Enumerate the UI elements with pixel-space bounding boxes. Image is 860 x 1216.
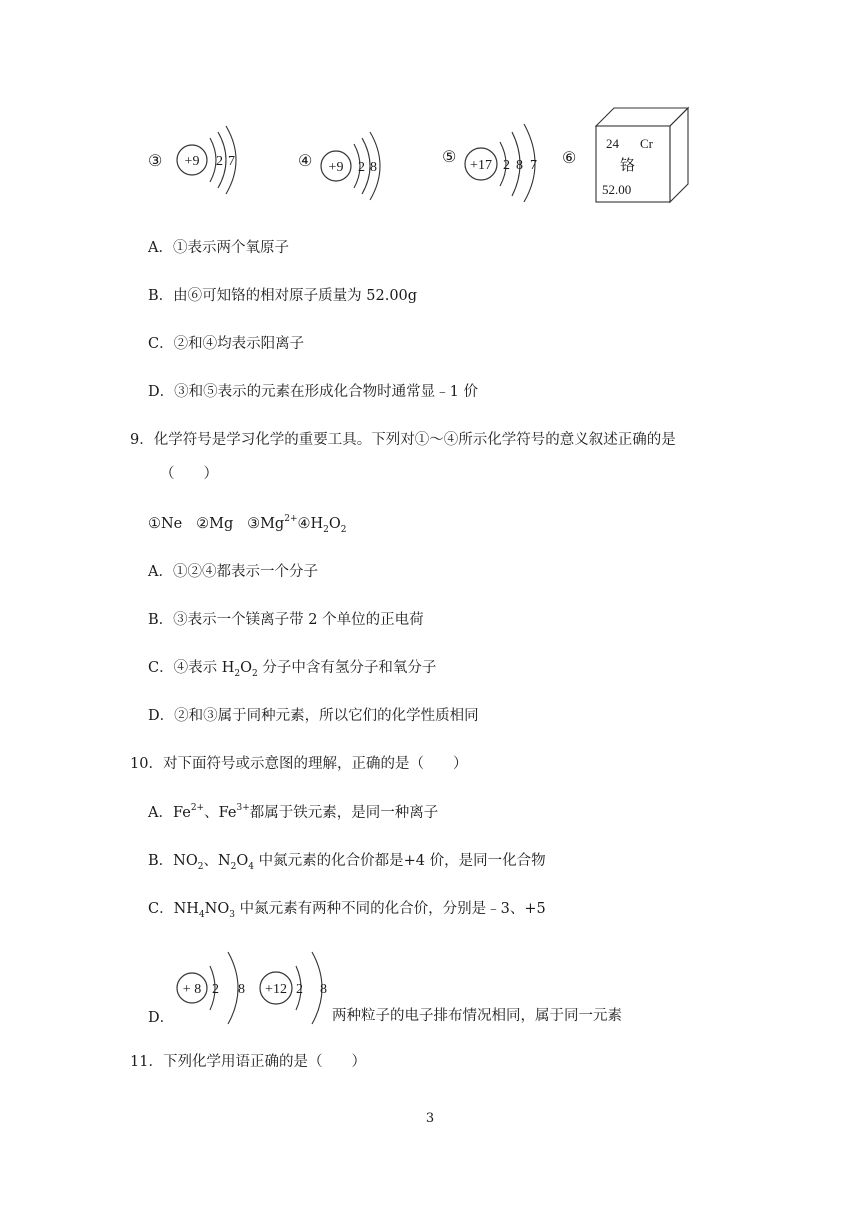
q8-option-c: C．②和④均表示阳离子 (148, 336, 305, 352)
element-cell-6 (556, 104, 696, 206)
atom-5-nucleus: +17 (470, 158, 492, 173)
atom-diagram-3 (140, 118, 250, 198)
atom-4-nucleus: +9 (328, 160, 344, 175)
atom-4-shell-1: 2 (358, 160, 365, 175)
q10-d-atom-1-shell-1: 2 (212, 982, 219, 997)
q11-stem: 11．下列化学用语正确的是（ ） (130, 1054, 366, 1070)
q9-symbol-2: ②Mg (196, 516, 234, 532)
q10-option-b: B．$NO_2$、$N_2O_4$ 中氮元素的化合价都是+4 价，是同一化合物 (148, 853, 546, 872)
q9-option-b: B．③表示一个镁离子带 2 个单位的正电荷 (148, 612, 424, 628)
element-6-label: ⑥ (562, 150, 577, 167)
atom-5-shell-2: 8 (516, 158, 523, 173)
atom-4-shell-2: 8 (370, 160, 377, 175)
q9-symbols (148, 514, 347, 534)
atom-3-label: ③ (148, 153, 163, 170)
q9-symbol-3: $③Mg^{2+}$ (247, 514, 298, 532)
q8-option-a: A．①表示两个氧原子 (148, 240, 289, 256)
q9-stem: 9．化学符号是学习化学的重要工具。下列对①～④所示化学符号的意义叙述正确的是 (130, 432, 676, 448)
element-6-symbol: Cr (640, 136, 653, 151)
q10-option-d-atom-2 (256, 944, 338, 1026)
q10-d-atom-2-shell-1: 2 (296, 982, 303, 997)
atom-diagram-4 (290, 124, 400, 204)
q10-option-a: A．$Fe^{2+}$、$Fe^{3+}$都属于铁元素，是同一种离子 (148, 803, 439, 821)
q10-option-d-text: 两种粒子的电子排布情况相同，属于同一元素 (332, 1008, 622, 1024)
q10-d-atom-2-nucleus: +12 (265, 982, 287, 997)
q9-symbol-4: $④H_2O_2$ (297, 516, 347, 535)
atom-3-shell-2: 7 (228, 154, 235, 169)
q10-d-atom-1-nucleus: + 8 (182, 982, 202, 997)
atom-diagram-5 (436, 116, 561, 202)
element-6-number: 24 (606, 136, 619, 151)
atom-3-shell-1: 2 (216, 154, 223, 169)
atom-4-label: ④ (298, 153, 313, 170)
atom-5-label: ⑤ (442, 149, 457, 166)
q9-paren: （ ） (160, 466, 218, 482)
q10-d-atom-1-shell-2: 8 (238, 982, 245, 997)
atom-5-shell-1: 2 (503, 158, 510, 173)
q9-option-c: C．④表示 $H_2O_2$ 分子中含有氢分子和氧分子 (148, 660, 437, 679)
q8-option-d: D．③和⑤表示的元素在形成化合物时通常显﹣1 价 (148, 384, 478, 400)
q8-option-b: B．由⑥可知铬的相对原子质量为 52.00g (148, 288, 418, 304)
q10-option-c: C．$NH_4NO_3$ 中氮元素有两种不同的化合价，分别是﹣3、+5 (148, 901, 546, 920)
q9-symbol-1: ①Ne (148, 516, 183, 532)
element-6-name: 铬 (620, 158, 636, 174)
element-6-mass: 52.00 (602, 182, 632, 197)
q10-option-d-label: D． (148, 1010, 175, 1026)
q9-option-a: A．①②④都表示一个分子 (148, 564, 318, 580)
q10-option-d-atom-1 (168, 944, 254, 1026)
q10-d-atom-2-shell-2: 8 (320, 982, 327, 997)
page-number: 3 (425, 1111, 435, 1126)
atom-5-shell-3: 7 (530, 158, 537, 173)
atom-3-nucleus: +9 (184, 154, 200, 169)
q9-option-d: D．②和③属于同种元素，所以它们的化学性质相同 (148, 708, 479, 724)
q10-stem: 10．对下面符号或示意图的理解，正确的是（ ） (130, 756, 468, 772)
